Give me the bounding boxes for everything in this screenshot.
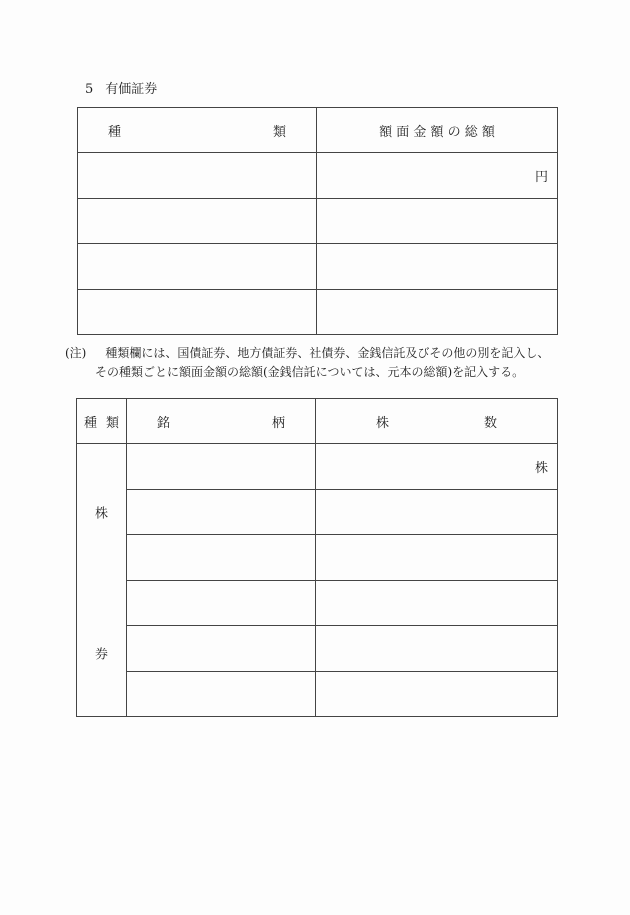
table-row xyxy=(78,153,558,199)
table-row xyxy=(77,580,558,626)
yen-unit-label: 円 xyxy=(534,169,548,185)
shares-name-cell[interactable] xyxy=(127,580,316,626)
shares-count-header xyxy=(316,399,558,444)
shares-type-header xyxy=(77,399,127,444)
shares-type-header-char-left: 種 xyxy=(84,415,98,431)
securities-amount-cell[interactable] xyxy=(317,198,558,244)
share-unit-label: 株 xyxy=(534,460,548,476)
shares-count-cell[interactable] xyxy=(316,535,558,581)
shares-count-cell[interactable] xyxy=(316,671,558,717)
type-column-char-ken: 券 xyxy=(94,647,109,663)
securities-amount-header: 額 面 金 額 の 総 額 xyxy=(317,108,558,153)
securities-type-cell[interactable] xyxy=(78,244,317,290)
shares-count-cell[interactable] xyxy=(316,444,558,490)
shares-header-row xyxy=(77,399,558,444)
securities-amount-cell[interactable] xyxy=(317,153,558,199)
shares-table xyxy=(76,398,558,717)
shares-name-cell[interactable] xyxy=(127,671,316,717)
securities-type-header-char-right: 類 xyxy=(272,124,286,140)
note xyxy=(65,344,565,381)
shares-name-header xyxy=(127,399,316,444)
note-text-line2: その種類ごとに額面金額の総額(金銭信託については、元本の総額)を記入する。 xyxy=(95,364,525,379)
shares-name-cell[interactable] xyxy=(127,535,316,581)
note-text-line1: 種類欄には、国債証券、地方債証券、社債券、金銭信託及びその他の別を記入し、 xyxy=(105,346,550,360)
shares-name-cell[interactable] xyxy=(127,626,316,672)
securities-header-row xyxy=(78,108,558,153)
table-row xyxy=(77,535,558,581)
shares-name-header-char-right: 柄 xyxy=(271,415,285,431)
table-row xyxy=(77,444,558,490)
securities-type-cell[interactable] xyxy=(78,153,317,199)
securities-type-cell[interactable] xyxy=(78,289,317,335)
section-title xyxy=(85,82,157,98)
section-number: 5 xyxy=(85,82,94,97)
shares-name-header-char-left: 銘 xyxy=(157,415,171,431)
securities-amount-cell[interactable] xyxy=(317,289,558,335)
shares-name-cell[interactable] xyxy=(127,489,316,535)
shares-count-cell[interactable] xyxy=(316,489,558,535)
table-row xyxy=(77,671,558,717)
table-row xyxy=(78,244,558,290)
securities-type-header-char-left: 種 xyxy=(108,124,122,140)
securities-type-header xyxy=(78,108,317,153)
shares-count-cell[interactable] xyxy=(316,580,558,626)
securities-table xyxy=(77,107,558,335)
shares-count-cell[interactable] xyxy=(316,626,558,672)
type-column-char-kabu: 株 xyxy=(94,506,109,522)
table-row xyxy=(77,626,558,672)
shares-type-header-char-right: 類 xyxy=(105,415,119,431)
table-row xyxy=(78,198,558,244)
shares-name-cell[interactable] xyxy=(127,444,316,490)
table-row xyxy=(78,289,558,335)
note-label: (注) xyxy=(65,346,87,360)
shares-type-merged-cell xyxy=(77,444,127,717)
shares-count-header-char-left: 株 xyxy=(376,415,390,431)
table-row xyxy=(77,489,558,535)
securities-type-cell[interactable] xyxy=(78,198,317,244)
shares-count-header-char-right: 数 xyxy=(483,415,497,431)
section-title-text: 有価証券 xyxy=(105,82,158,97)
securities-amount-cell[interactable] xyxy=(317,244,558,290)
